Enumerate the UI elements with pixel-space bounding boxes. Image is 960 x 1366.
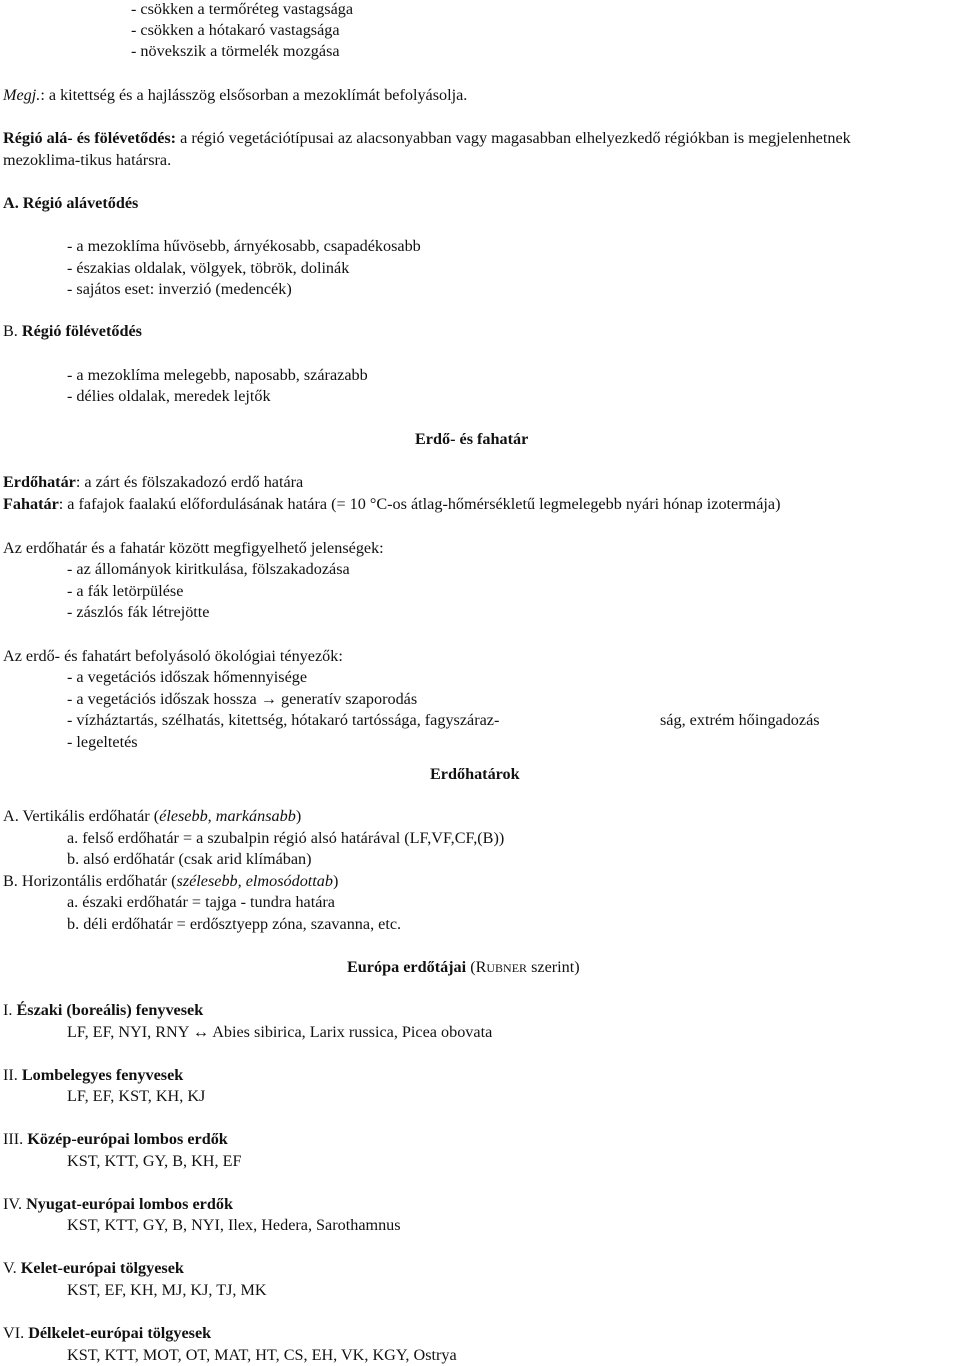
definition-term: Régió alá- és fölévetődés: bbox=[3, 129, 177, 147]
outline-qualifier: élesebb, markánsabb bbox=[159, 807, 296, 825]
list-item: - vízháztartás, szélhatás, kitettség, hótakaró tartóssága, fagyszáraz- bbox=[67, 711, 500, 729]
section-title: Erdő- és fahatár bbox=[415, 430, 529, 448]
paragraph-intro: Az erdő- és fahatárt befolyásoló ökológiai tényezők: bbox=[3, 647, 343, 665]
definition-line bbox=[3, 128, 851, 148]
region-heading bbox=[3, 1258, 184, 1278]
definition-line bbox=[3, 472, 303, 492]
definition-term: Erdőhatár bbox=[3, 473, 76, 491]
region-codes: LF, EF, KST, KH, KJ bbox=[67, 1087, 206, 1105]
note-label: Megj. bbox=[3, 86, 41, 104]
definition-term: Fahatár bbox=[3, 495, 59, 513]
list-item: - a mezoklíma melegebb, naposabb, szárazabb bbox=[67, 366, 368, 384]
section-title-author: UBNER bbox=[486, 961, 528, 975]
list-item: - a fák letörpülése bbox=[67, 582, 184, 600]
list-item: - legeltetés bbox=[67, 733, 138, 751]
region-name: Délkelet-európai tölgyesek bbox=[28, 1324, 212, 1342]
region-number: II. bbox=[3, 1066, 22, 1084]
section-title bbox=[347, 957, 580, 978]
region-number: V. bbox=[3, 1259, 21, 1277]
region-number: VI. bbox=[3, 1324, 29, 1342]
region-name: Kelet-európai tölgyesek bbox=[20, 1259, 184, 1277]
region-number: I. bbox=[3, 1001, 17, 1019]
region-codes: KST, EF, KH, MJ, KJ, TJ, MK bbox=[67, 1281, 267, 1299]
region-heading bbox=[3, 1323, 211, 1343]
list-item: - csökken a termőréteg vastagsága bbox=[131, 0, 354, 18]
region-number: IV. bbox=[3, 1195, 27, 1213]
note-line bbox=[3, 85, 467, 105]
region-heading bbox=[3, 1129, 228, 1149]
region-codes: KST, KTT, MOT, OT, MAT, HT, CS, EH, VK, KGY, Ostrya bbox=[67, 1346, 457, 1364]
note-text: : a kitettség és a hajlásszög elsősorban a mezoklímát befolyásolja. bbox=[40, 86, 468, 104]
region-number: III. bbox=[3, 1130, 28, 1148]
definition-text: mezoklima-tikus határsra. bbox=[3, 151, 172, 169]
section-heading bbox=[3, 321, 142, 341]
list-item: - az állományok kiritkulása, fölszakadozása bbox=[67, 560, 350, 578]
list-item bbox=[67, 689, 417, 709]
region-codes-text: LF, EF, NYI, RNY bbox=[67, 1023, 189, 1041]
region-codes: KST, KTT, GY, B, NYI, Ilex, Hedera, Sarothamnus bbox=[67, 1216, 401, 1234]
region-species: Abies sibirica, Larix russica, Picea obovata bbox=[212, 1023, 493, 1041]
definition-line bbox=[3, 494, 780, 514]
section-heading-text: Régió fölévetődés bbox=[21, 322, 142, 340]
list-item: - csökken a hótakaró vastagsága bbox=[131, 21, 340, 39]
outline-subitem: a. északi erdőhatár = tajga - tundra határa bbox=[67, 893, 335, 911]
list-item: - zászlós fák létrejötte bbox=[67, 603, 210, 621]
list-item-continuation: ság, extrém hőingadozás bbox=[660, 711, 820, 729]
list-item: - délies oldalak, meredek lejtők bbox=[67, 387, 271, 405]
region-name: Közép-európai lombos erdők bbox=[27, 1130, 228, 1148]
section-title-rest: szerint) bbox=[527, 958, 580, 976]
list-item: - a vegetációs időszak hőmennyisége bbox=[67, 668, 308, 686]
region-heading bbox=[3, 1065, 183, 1085]
outline-subitem: a. felső erdőhatár = a szubalpin régió alsó határával (LF,VF,CF,(B)) bbox=[67, 829, 505, 847]
outline-subitem: b. déli erdőhatár = erdősztyepp zóna, szavanna, etc. bbox=[67, 915, 402, 933]
section-heading: A. Régió alávetődés bbox=[3, 194, 139, 212]
outline-close: ) bbox=[332, 872, 339, 890]
region-name: Nyugat-európai lombos erdők bbox=[26, 1195, 233, 1213]
section-prefix: B. bbox=[3, 322, 22, 340]
region-codes: KST, KTT, GY, B, KH, EF bbox=[67, 1152, 242, 1170]
outline-item bbox=[3, 871, 338, 891]
region-codes bbox=[67, 1022, 492, 1042]
list-item: - a mezoklíma hűvösebb, árnyékosabb, csapadékosabb bbox=[67, 237, 421, 255]
region-heading bbox=[3, 1000, 203, 1020]
definition-text: : a fafajok faalakú előfordulásának határa (= 10 °C-os átlag-hőmérsékletű legmelegebb nyári hónap izotermája) bbox=[58, 495, 781, 513]
outline-label: B. Horizontális erdőhatár ( bbox=[3, 872, 177, 890]
outline-close: ) bbox=[295, 807, 302, 825]
list-item-text: generatív szaporodás bbox=[280, 690, 418, 708]
outline-qualifier: szélesebb, elmosódottab bbox=[176, 872, 333, 890]
region-heading bbox=[3, 1194, 233, 1214]
section-title: Erdőhatárok bbox=[430, 765, 520, 783]
outline-subitem: b. alsó erdőhatár (csak arid klímában) bbox=[67, 850, 312, 868]
list-item: - sajátos eset: inverzió (medencék) bbox=[67, 280, 292, 298]
paragraph-intro: Az erdőhatár és a fahatár között megfigyelhető jelenségek: bbox=[3, 539, 384, 557]
region-name: Lombelegyes fenyvesek bbox=[21, 1066, 184, 1084]
definition-text: a régió vegetációtípusai az alacsonyabban vagy magasabban elhelyezkedő régiókban is megjelenhetnek bbox=[176, 129, 851, 147]
definition-text: : a zárt és fölszakadozó erdő határa bbox=[75, 473, 304, 491]
double-arrow-icon: ↔ bbox=[192, 1023, 210, 1041]
arrow-right-icon: → bbox=[260, 690, 277, 708]
list-item: - északias oldalak, völgyek, töbrök, dolinák bbox=[67, 259, 350, 277]
region-name: Északi (boreális) fenyvesek bbox=[16, 1001, 204, 1019]
outline-label: A. Vertikális erdőhatár ( bbox=[3, 807, 160, 825]
list-item: - növekszik a törmelék mozgása bbox=[131, 42, 340, 60]
section-title-open: (R bbox=[466, 958, 487, 976]
list-item-text: - a vegetációs időszak hossza bbox=[67, 690, 257, 708]
section-title-main: Európa erdőtájai bbox=[347, 958, 467, 976]
outline-item bbox=[3, 806, 301, 826]
